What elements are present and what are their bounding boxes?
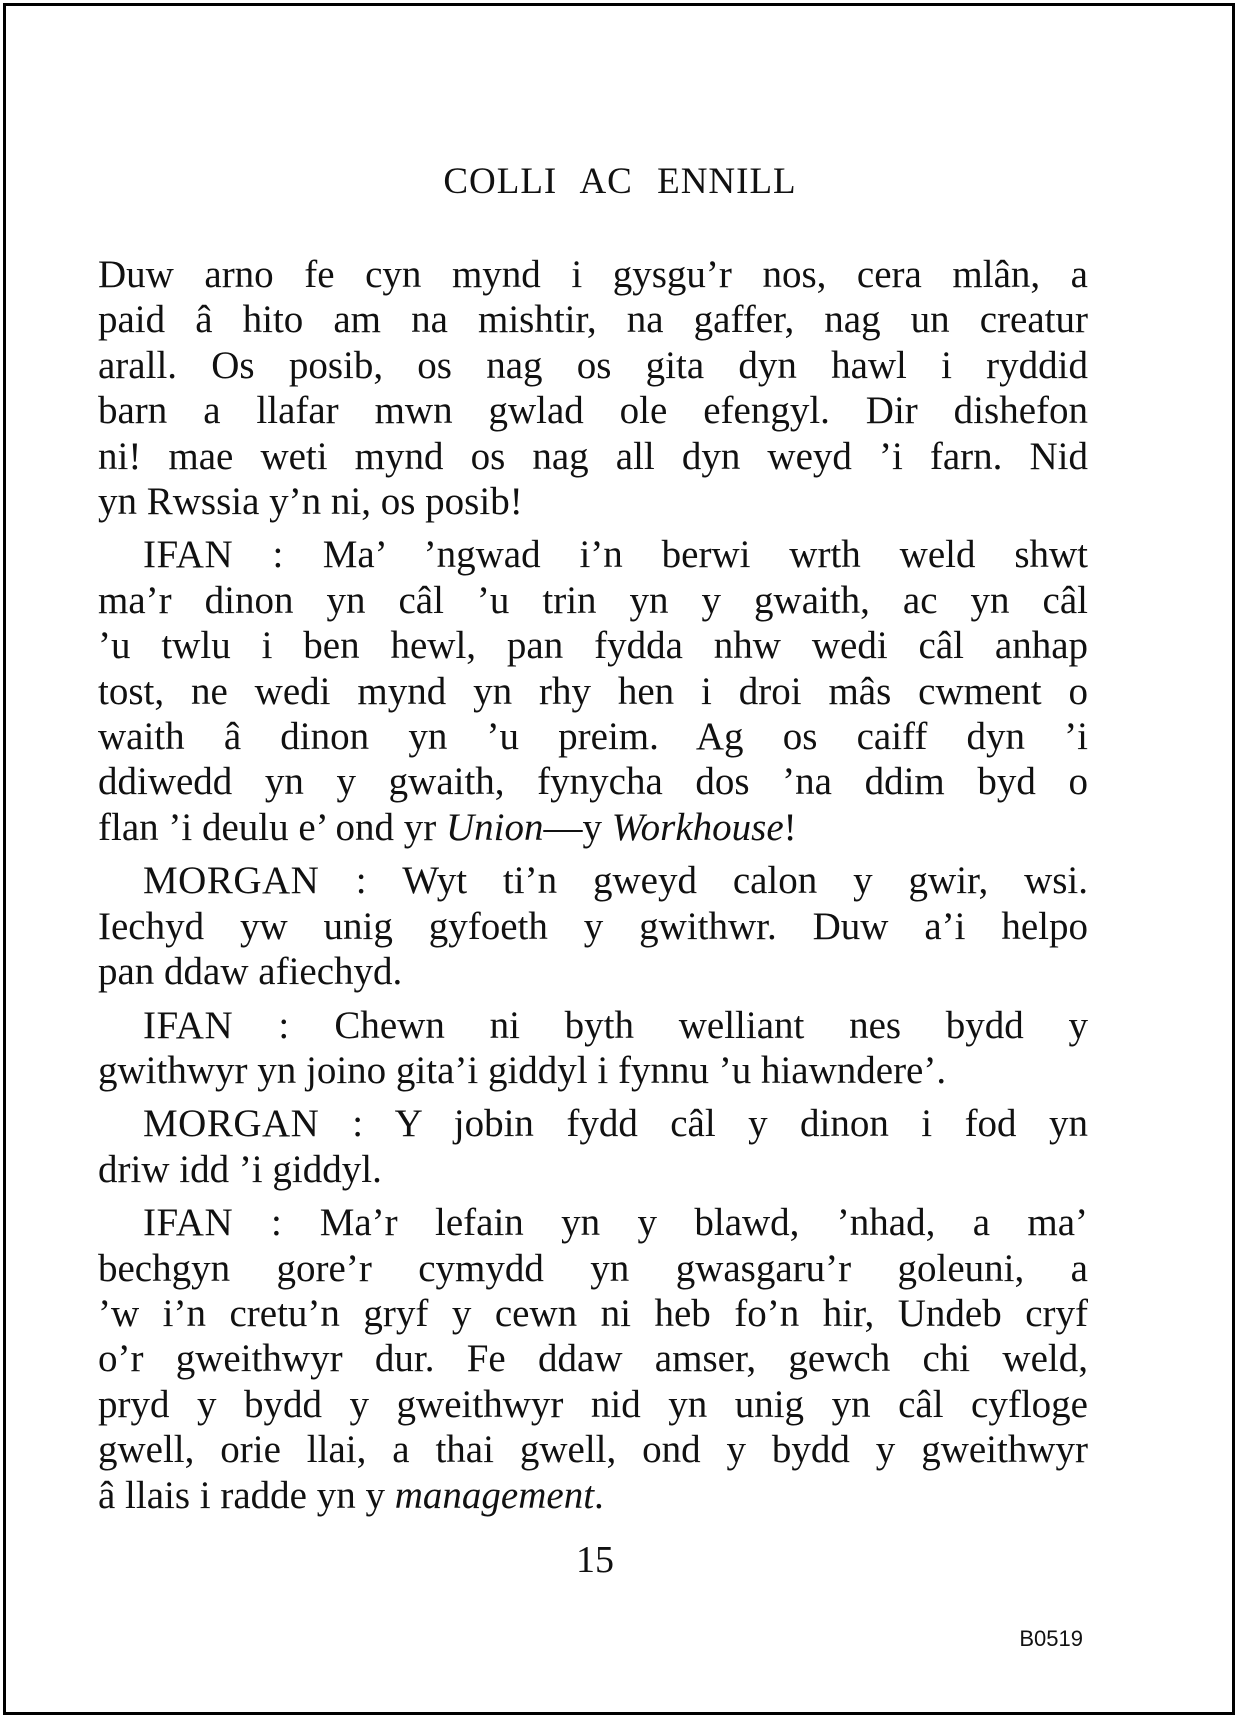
- speaker-name: MORGAN :: [143, 859, 368, 903]
- text-line: driw idd ’i giddyl.: [98, 1147, 382, 1191]
- text-run: !: [783, 805, 797, 849]
- dialogue-paragraph: [98, 858, 1088, 994]
- text-line: waith â dinon yn ’u preim. Ag os caiff dyn ’i: [98, 715, 1088, 759]
- dialogue-paragraph: [98, 1200, 1088, 1518]
- text-line: [98, 1101, 1088, 1146]
- text-line: Duw arno fe cyn mynd i gysgu’r nos, cera mlân, a: [98, 253, 1088, 296]
- text-line: arall. Os posib, os nag os gita dyn hawl i ryddid: [98, 343, 1088, 387]
- text-line: Iechyd yw unig gyfoeth y gwithwr. Duw a’i helpo: [98, 904, 1088, 948]
- text-line: ’w i’n cretu’n gryf y cewn ni heb fo’n hir, Undeb cryf: [98, 1291, 1088, 1335]
- text-line: paid â hito am na mishtir, na gaffer, nag un creatur: [98, 298, 1088, 342]
- page-number: 15: [576, 1539, 614, 1581]
- text-run: .: [594, 1473, 604, 1517]
- dialogue-text: Ma’ ’ngwad i’n berwi wrth weld shwt: [322, 533, 1089, 577]
- dialogue-text: Ma’r lefain yn y blawd, ’nhad, a ma’: [319, 1201, 1089, 1245]
- italic-term: Union: [446, 805, 544, 849]
- text-line: o’r gweithwyr dur. Fe ddaw amser, gewch chi weld,: [98, 1337, 1088, 1381]
- dialogue-paragraph: [98, 1003, 1088, 1094]
- dialogue-paragraph: [98, 532, 1088, 850]
- text-line: [98, 1003, 1088, 1048]
- speaker-name: IFAN :: [143, 533, 284, 577]
- text-line: [98, 858, 1088, 903]
- text-line: gwithwyr yn joino gita’i giddyl i fynnu ’u hiawndere’.: [98, 1048, 947, 1092]
- running-head: COLLI AC ENNILL: [443, 161, 797, 202]
- text-line: gwell, orie llai, a thai gwell, ond y bydd y gweithwyr: [98, 1428, 1088, 1472]
- text-line: ’u twlu i ben hewl, pan fydda nhw wedi câl anhap: [98, 624, 1088, 668]
- text-line: ma’r dinon yn câl ’u trin yn y gwaith, ac yn câl: [98, 578, 1088, 622]
- dialogue-paragraph: [98, 1101, 1088, 1192]
- text-line: ddiwedd yn y gwaith, fynycha dos ’na ddim byd o: [98, 760, 1088, 804]
- text-line: pan ddaw afiechyd.: [98, 950, 403, 994]
- text-run: —y: [543, 805, 612, 849]
- text-line: bechgyn gore’r cymydd yn gwasgaru’r goleuni, a: [98, 1246, 1088, 1290]
- text-line: ni! mae weti mynd os nag all dyn weyd ’i farn. Nid: [98, 434, 1088, 478]
- text-line: [98, 1200, 1088, 1245]
- speaker-name: IFAN :: [143, 1201, 283, 1245]
- dialogue-text: Wyt ti’n gweyd calon y gwir, wsi.: [402, 859, 1089, 903]
- text-line: tost, ne wedi mynd yn rhy hen i droi mâs cwment o: [98, 669, 1088, 713]
- text-line: [98, 1473, 1088, 1518]
- text-run: â llais i radde yn y: [98, 1473, 395, 1517]
- text-line: barn a llafar mwn gwlad ole efengyl. Dir dishefon: [98, 389, 1088, 433]
- text-line: [98, 805, 1088, 850]
- text-run: flan ’i deulu e’ ond yr: [98, 805, 446, 849]
- italic-term: Workhouse: [611, 805, 784, 849]
- catalog-code: B0519: [1019, 1626, 1083, 1651]
- body-text: [98, 252, 1088, 1526]
- speaker-name: MORGAN :: [143, 1102, 364, 1146]
- text-line: pryd y bydd y gweithwyr nid yn unig yn câl cyfloge: [98, 1382, 1088, 1426]
- paragraph: [98, 252, 1088, 524]
- dialogue-text: Chewn ni byth welliant nes bydd y: [334, 1003, 1089, 1047]
- dialogue-text: Y jobin fydd câl y dinon i fod yn: [394, 1102, 1088, 1146]
- text-line: [98, 532, 1088, 577]
- speaker-name: IFAN :: [143, 1003, 290, 1047]
- text-line: yn Rwssia y’n ni, os posib!: [98, 480, 523, 524]
- italic-term: management: [394, 1473, 595, 1517]
